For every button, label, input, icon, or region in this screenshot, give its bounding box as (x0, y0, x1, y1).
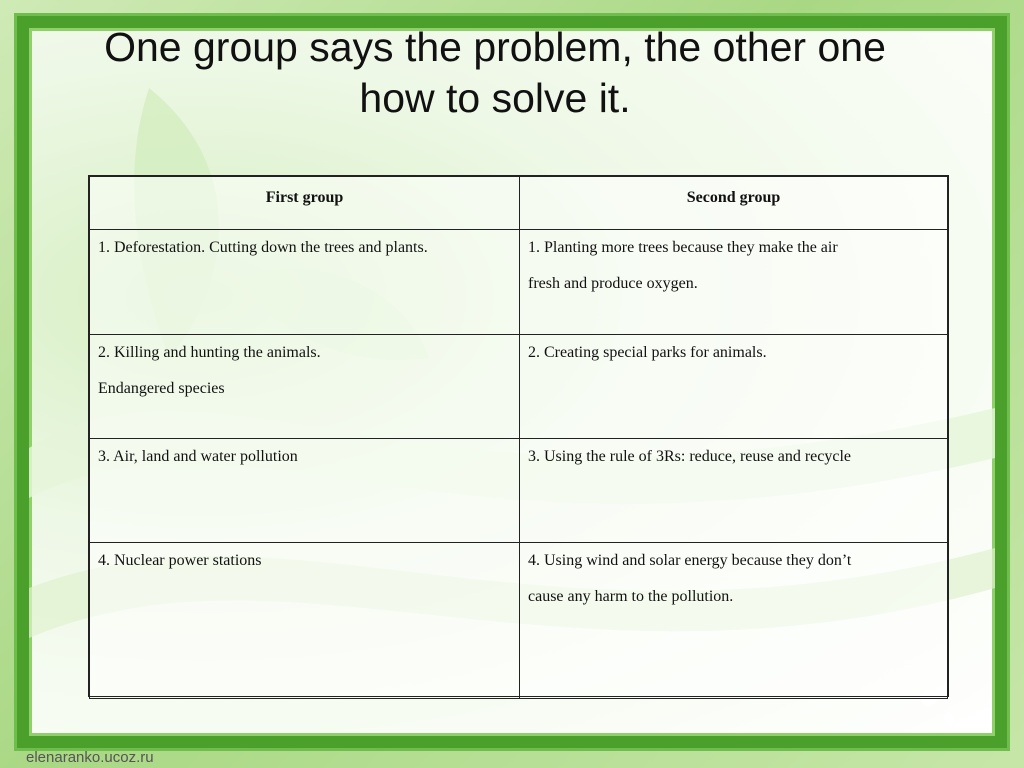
cell-problem-3 (90, 439, 520, 543)
footer-url: elenaranko.ucoz.ru (26, 749, 154, 766)
problems-solutions-table (88, 175, 949, 697)
cell-solution-1 (520, 230, 948, 335)
table-row (90, 335, 948, 439)
table-row (90, 439, 948, 543)
cell-solution-3 (520, 439, 948, 543)
cell-problem-4 (90, 543, 520, 699)
cell-text: 4. Using wind and solar energy because they don’t (528, 552, 852, 569)
cell-text: 4. Nuclear power stations (98, 552, 262, 569)
title-line-2: how to solve it. (359, 75, 631, 121)
cell-solution-4 (520, 543, 948, 699)
cell-text: 3. Air, land and water pollution (98, 448, 298, 465)
table-header-row (90, 177, 948, 230)
cell-text: 2. Killing and hunting the animals. (98, 344, 321, 361)
header-second-group: Second group (520, 177, 948, 230)
cell-text: 1. Planting more trees because they make the air (528, 239, 838, 256)
cell-text: Endangered species (98, 380, 225, 397)
page-title (40, 22, 950, 124)
cell-text: 1. Deforestation. Cutting down the trees and plants. (98, 239, 428, 256)
cell-problem-1 (90, 230, 520, 335)
cell-text: fresh and produce oxygen. (528, 275, 698, 292)
title-line-1: One group says the problem, the other one (104, 24, 886, 70)
table-row (90, 230, 948, 335)
table-row (90, 543, 948, 699)
cell-text: 3. Using the rule of 3Rs: reduce, reuse and recycle (528, 448, 851, 465)
cell-text: cause any harm to the pollution. (528, 588, 734, 605)
cell-solution-2 (520, 335, 948, 439)
header-first-group: First group (90, 177, 520, 230)
cell-text: 2. Creating special parks for animals. (528, 344, 767, 361)
cell-problem-2 (90, 335, 520, 439)
table (89, 176, 948, 699)
